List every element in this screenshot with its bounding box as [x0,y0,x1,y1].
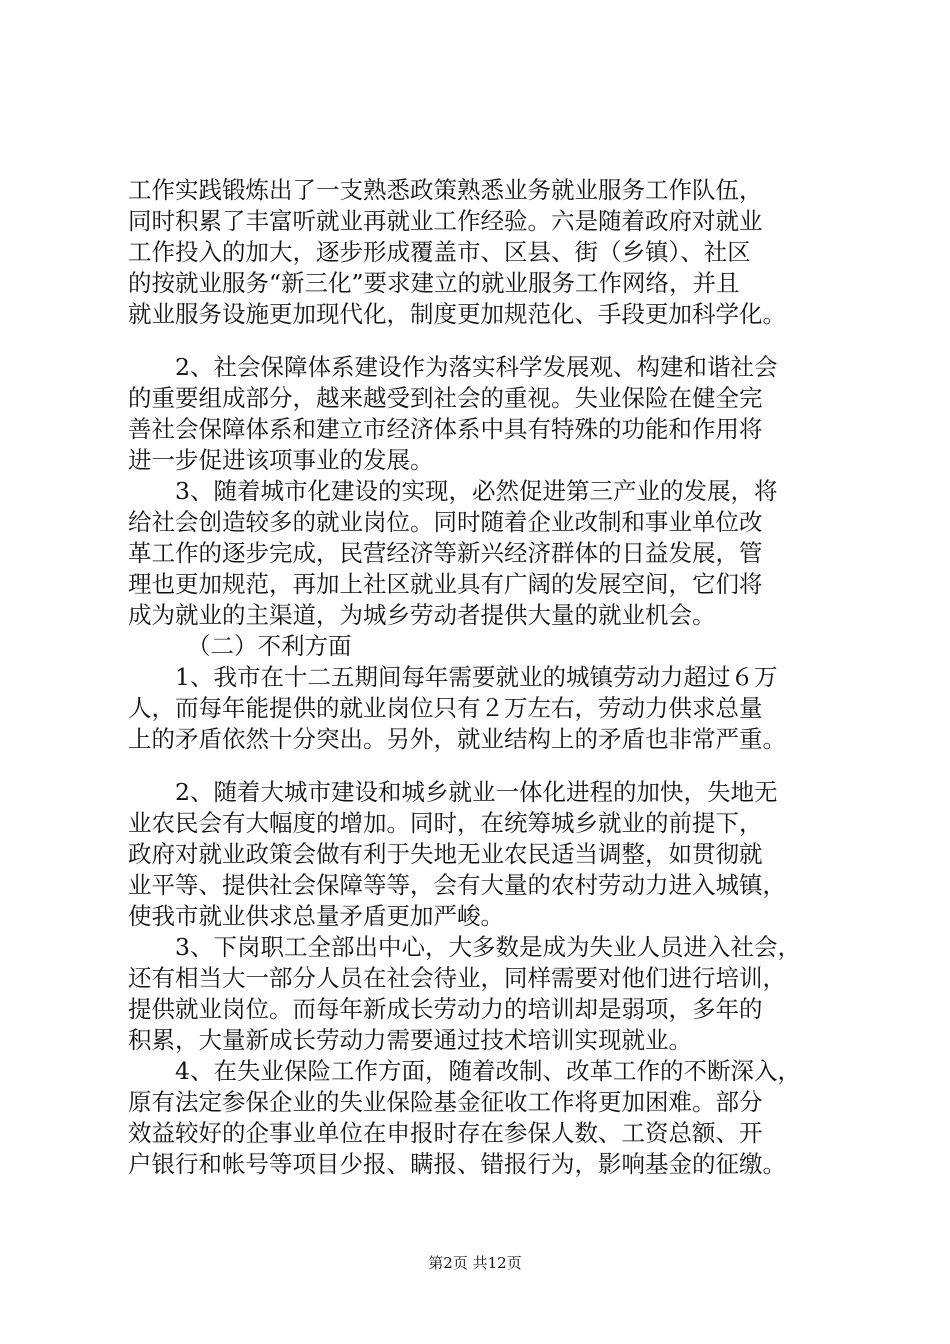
text-line: 业农民会有大幅度的增加。同时，在统筹城乡就业的前提下， [128,809,763,837]
paragraph-social-security [128,352,840,476]
text-line: 3、随着城市化建设的实现，必然促进第三产业的发展，将 [175,477,778,505]
text-line: 4、在失业保险工作方面，随着改制、改革工作的不断深入， [175,1057,801,1085]
paragraph-gap [128,755,840,777]
text-line: 还有相当大一部分人员在社会待业，同样需要对他们进行培训， [128,964,786,992]
text-line: 原有法定参保企业的失业保险基金征收工作将更加困难。部分 [128,1088,763,1116]
paragraph-labor-supply [128,662,840,755]
text-line: 同时积累了丰富听就业再就业工作经验。六是随着政府对就业 [128,207,763,235]
text-line: 的按就业服务“新三化”要求建立的就业服务工作网络，并且 [128,269,740,297]
text-line: 提供就业岗位。而每年新成长劳动力的培训却是弱项，多年的 [128,995,763,1023]
text-line: 上的矛盾依然十分突出。另外，就业结构上的矛盾也非常严重。 [128,725,786,753]
text-line: 进一步促进该项事业的发展。 [128,446,434,474]
text-line: 业平等、提供社会保障等等，会有大量的农村劳动力进入城镇， [128,871,786,899]
document-body [128,175,840,1180]
text-line: 3、下岗职工全部出中心，大多数是成为失业人员进入社会， [175,933,801,961]
text-line: 2、社会保障体系建设作为落实科学发展观、构建和谐社会 [175,353,778,381]
text-line: 就业服务设施更加现代化，制度更加规范化、手段更加科学化。 [128,300,786,328]
paragraph-unemployment-insurance [128,1056,840,1180]
text-line: 理也更加规范，再加上社区就业具有广阔的发展空间，它们将 [128,570,763,598]
text-line: 使我市就业供求总量矛盾更加严峻。 [128,902,504,930]
paragraph-urbanization [128,476,840,631]
text-line: 的重要组成部分，越来越受到社会的重视。失业保险在健全完 [128,384,763,412]
text-line: 效益较好的企事业单位在申报时存在参保人数、工资总额、开 [128,1119,763,1147]
text-line: 成为就业的主渠道，为城乡劳动者提供大量的就业机会。 [128,601,716,629]
text-line: 2、随着大城市建设和城乡就业一体化进程的加快，失地无 [175,778,778,806]
text-line: 户银行和帐号等项目少报、瞒报、错报行为，影响基金的征缴。 [128,1150,786,1178]
page-number: 第2页 共12页 [428,1254,522,1272]
text-line: 工作实践锻炼出了一支熟悉政策熟悉业务就业服务工作队伍， [128,176,763,204]
text-line: 革工作的逐步完成，民营经济等新兴经济群体的日益发展，管 [128,539,763,567]
text-line: 善社会保障体系和建立市经济体系中具有特殊的功能和作用将 [128,415,763,443]
text-line: 人，而每年能提供的就业岗位只有２万左右，劳动力供求总量 [128,694,763,722]
paragraph-gap [128,330,840,352]
text-line: 给社会创造较多的就业岗位。同时随着企业改制和事业单位改 [128,508,763,536]
paragraph-employment-service [128,175,840,330]
text-line: 1、我市在十二五期间每年需要就业的城镇劳动力超过６万 [175,663,778,691]
text-line: 积累，大量新成长劳动力需要通过技术培训实现就业。 [128,1026,692,1054]
paragraph-laid-off-workers [128,932,840,1056]
text-line: 政府对就业政策会做有利于失地无业农民适当调整，如贯彻就 [128,840,763,868]
text-line: 工作投入的加大，逐步形成覆盖市、区县、街（乡镇）、社区 [128,238,751,266]
paragraph-landless-farmers [128,777,840,932]
section-heading: （二）不利方面 [187,632,352,660]
